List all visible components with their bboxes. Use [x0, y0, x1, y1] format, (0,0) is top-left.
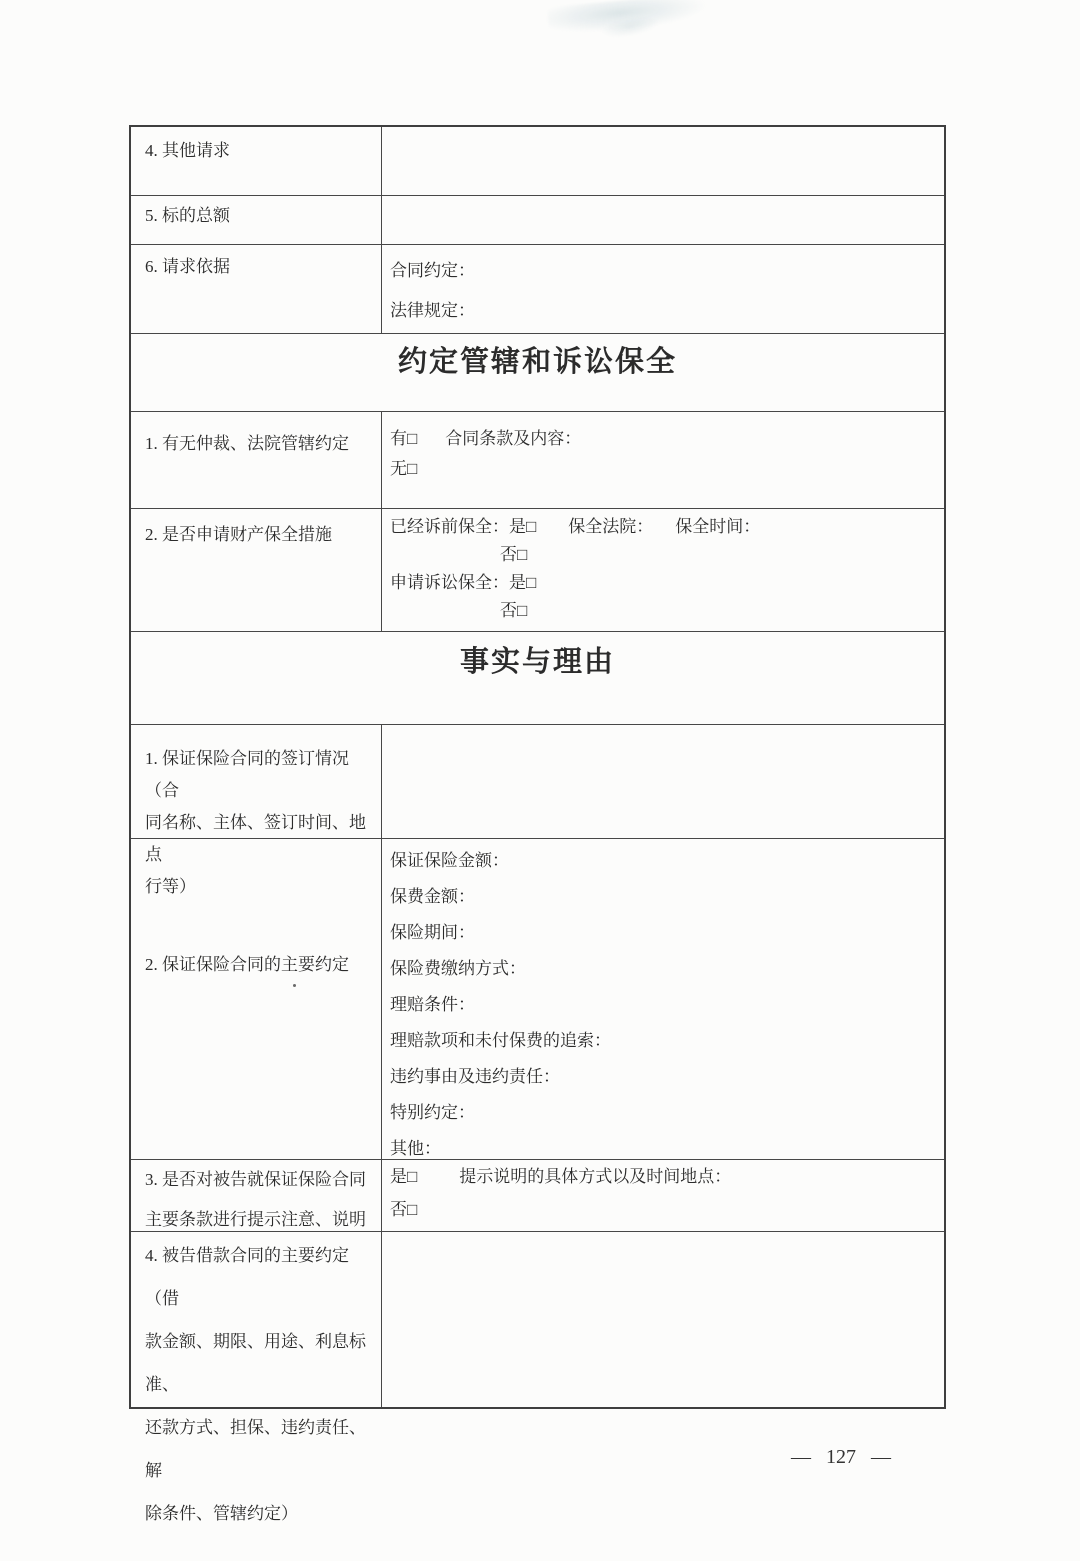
disclosure-yes-checkbox: 是□	[390, 1167, 418, 1186]
row-loan-terms-value	[382, 1232, 944, 1407]
row-total-amount-label: 5. 标的总额	[131, 196, 382, 244]
row-disclosure-label-line1: 3. 是否对被告就保证保险合同	[145, 1170, 366, 1189]
legal-provision-line: 法律规定：	[390, 301, 475, 320]
row-other-claims-value	[382, 127, 944, 195]
row-claim-basis	[131, 245, 944, 334]
claim-recourse-line: 理赔款项和未付保费的追索：	[390, 1031, 611, 1050]
section-header-facts: 事实与理由	[131, 632, 944, 725]
row-loan-terms-label-line3: 还款方式、担保、违约责任、解	[145, 1418, 366, 1480]
row-other-claims	[131, 127, 944, 196]
row-other-claims-label: 4. 其他请求	[131, 127, 382, 195]
preservation-court-label: 保全法院：	[568, 517, 654, 536]
pre-litigation-preservation-no-checkbox: 否□	[500, 545, 528, 564]
premium-payment-method-line: 保险费缴纳方式：	[390, 959, 526, 978]
arbitration-no-checkbox: 无□	[390, 459, 418, 478]
breach-liability-line: 违约事由及违约责任：	[390, 1067, 560, 1086]
row-claim-basis-label: 6. 请求依据	[131, 245, 382, 333]
other-line: 其他：	[390, 1139, 441, 1158]
row-main-terms	[131, 839, 944, 1160]
row-disclosure-notice	[131, 1160, 944, 1232]
insurance-amount-line: 保证保险金额：	[390, 851, 509, 870]
row-property-preservation	[131, 509, 944, 632]
row-arbitration-label: 1. 有无仲裁、法院管辖约定	[131, 412, 382, 508]
arbitration-yes-checkbox: 有□	[390, 429, 418, 448]
disclosure-detail-label: 提示说明的具体方式以及时间地点：	[459, 1167, 732, 1186]
special-agreement-line: 特别约定：	[390, 1103, 475, 1122]
row-loan-terms-label-line4: 除条件、管辖约定）	[145, 1504, 298, 1523]
page-number: — 127 —	[791, 1446, 891, 1468]
row-arbitration-agreement	[131, 412, 944, 509]
row-signing-label-line2: 同名称、主体、签订时间、地点	[145, 813, 366, 864]
insurance-period-line: 保险期间：	[390, 923, 475, 942]
stray-ink-dot	[293, 984, 296, 987]
row-loan-terms-label-line2: 款金额、期限、用途、利息标准、	[145, 1332, 366, 1394]
row-loan-terms-label-line1: 4. 被告借款合同的主要约定（借	[145, 1246, 349, 1308]
section-header-jurisdiction: 约定管辖和诉讼保全	[131, 334, 944, 412]
pre-litigation-preservation-yes-checkbox: 已经诉前保全：是□	[390, 517, 537, 536]
row-signing-value	[382, 725, 944, 838]
row-main-terms-label: 2. 保证保险合同的主要约定	[131, 839, 382, 1159]
litigation-preservation-yes-checkbox: 申请诉讼保全：是□	[390, 573, 537, 592]
preservation-time-label: 保全时间：	[675, 517, 761, 536]
row-signing-label-line3: 行等）	[145, 877, 196, 896]
row-total-amount	[131, 196, 944, 245]
row-disclosure-label-line2: 主要条款进行提示注意、说明	[145, 1210, 366, 1229]
disclosure-no-checkbox: 否□	[390, 1200, 418, 1219]
row-total-amount-value	[382, 196, 944, 244]
premium-amount-line: 保费金额：	[390, 887, 475, 906]
claim-conditions-line: 理赔条件：	[390, 995, 475, 1014]
litigation-preservation-no-checkbox: 否□	[500, 601, 528, 620]
row-preservation-label: 2. 是否申请财产保全措施	[131, 509, 382, 631]
row-signing-label-line1: 1. 保证保险合同的签订情况（合	[145, 749, 349, 800]
arbitration-clause-label: 合同条款及内容：	[445, 429, 582, 448]
contract-stipulation-line: 合同约定：	[390, 261, 475, 280]
